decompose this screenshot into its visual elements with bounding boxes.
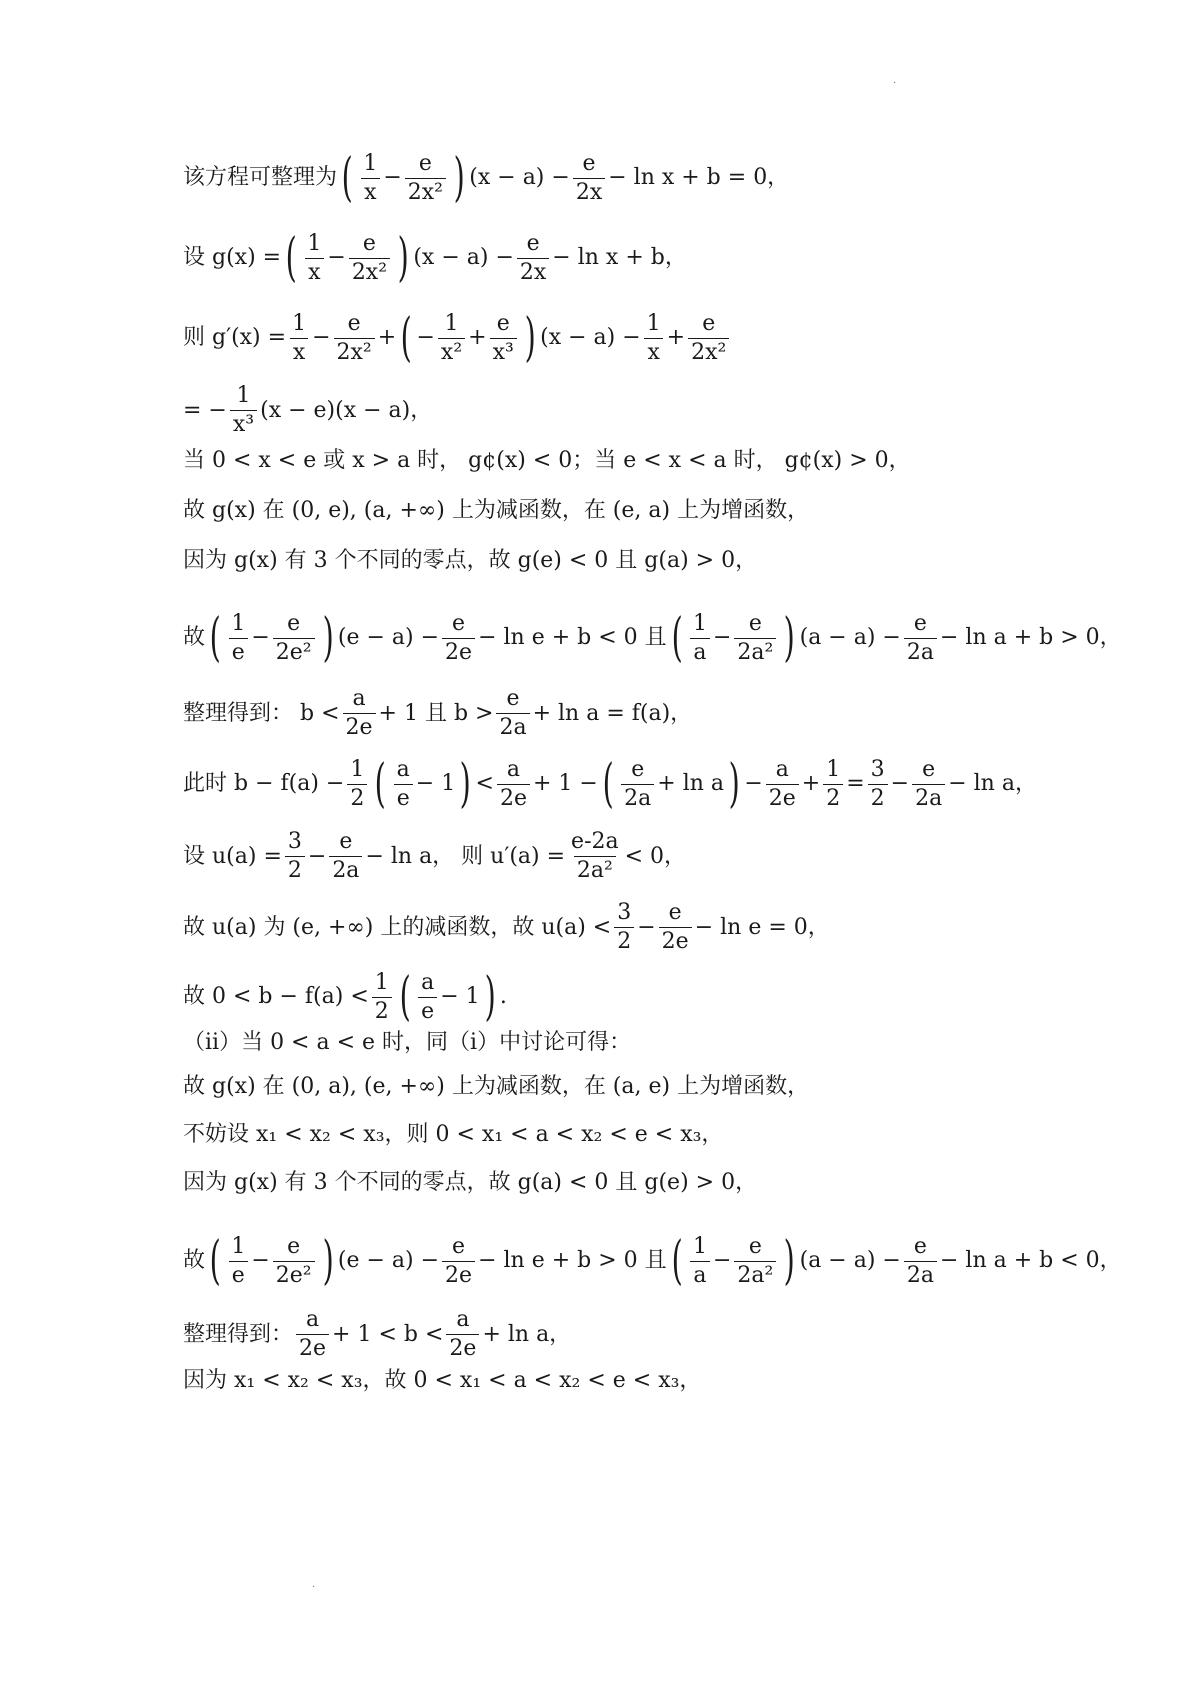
denominator: e (229, 1261, 248, 1287)
denominator: 2e (442, 638, 475, 664)
large-paren: ( (209, 608, 221, 668)
numerator: 1 (374, 969, 389, 995)
numerator: 1 (231, 610, 246, 636)
numerator: 3 (617, 900, 632, 925)
denominator: 2a² (574, 856, 616, 882)
text-run: + 1 − (532, 771, 598, 796)
fraction (442, 610, 475, 665)
numerator: e-2a (571, 829, 619, 854)
numerator: e (526, 230, 540, 256)
text-run: − (307, 843, 327, 869)
numerator: 1 (692, 610, 707, 636)
text-run: 故 (183, 1248, 206, 1273)
text-run: − (637, 914, 656, 940)
large-paren: ) (397, 228, 409, 288)
numerator: e (506, 686, 520, 711)
denominator: 2e (766, 784, 799, 810)
large-paren: ( (399, 967, 411, 1027)
numerator: 1 (307, 230, 322, 256)
text-run: − (890, 771, 910, 796)
large-paren: ( (285, 228, 297, 288)
fraction (573, 150, 605, 205)
math-line (183, 967, 507, 1027)
large-paren: ) (783, 608, 796, 668)
denominator: 2a (904, 638, 937, 664)
fraction (334, 310, 375, 365)
denominator: e (229, 638, 248, 664)
large-paren: ( (374, 754, 387, 814)
text-run: （ⅱ）当 0 < a < e 时，同（ⅰ）中讨论可得： (183, 1030, 632, 1055)
numerator: e (748, 1233, 762, 1259)
numerator: 1 (646, 310, 661, 336)
numerator: 1 (350, 756, 365, 782)
text-run: 该方程可整理为 (183, 165, 338, 190)
math-line (183, 550, 757, 572)
text-run: − ln a + b < 0， (939, 1248, 1122, 1273)
math-line (183, 450, 911, 472)
text-run: (x − a) − (413, 245, 514, 270)
fraction (496, 688, 529, 739)
denominator: e (418, 997, 437, 1023)
numerator: 1 (826, 756, 841, 782)
numerator: e (496, 310, 510, 336)
math-line (183, 500, 809, 522)
numerator: e (631, 756, 645, 782)
fraction (690, 610, 710, 665)
fraction (442, 1233, 475, 1288)
text-run: < (475, 771, 494, 796)
text-run: 故 (183, 625, 206, 650)
denominator: 2 (823, 784, 843, 810)
fraction (273, 1233, 315, 1288)
denominator: e (394, 784, 413, 810)
large-paren: ( (602, 754, 614, 814)
text-run: − ln a + b > 0， (939, 625, 1122, 650)
text-run: + (377, 325, 397, 350)
math-line (183, 148, 790, 208)
text-run: − ln x + b = 0， (608, 165, 790, 190)
text-run: (a − a) − (799, 1248, 901, 1273)
fraction (912, 756, 945, 811)
fraction (688, 310, 729, 365)
large-paren: ( (209, 1231, 221, 1291)
numerator: a (396, 756, 410, 782)
large-paren: ( (671, 608, 683, 668)
numerator: e (922, 756, 936, 782)
numerator: e (347, 310, 361, 336)
numerator: e (748, 610, 762, 636)
fraction (868, 756, 888, 811)
denominator: 2 (285, 856, 305, 882)
text-run: + 1 < b < (332, 1321, 444, 1347)
large-paren: ( (671, 1231, 683, 1291)
text-run: (e − a) − (337, 1248, 440, 1273)
numerator: e (418, 150, 432, 176)
large-paren: ) (459, 754, 471, 814)
text-run: − (712, 625, 732, 650)
text-run: 因为 g(x) 有 3 个不同的零点，故 g(e) < 0 且 g(a) > 0， (183, 548, 758, 573)
denominator: 2e (497, 784, 530, 810)
text-run: + ln a = f(a)， (532, 700, 693, 726)
fraction (766, 756, 799, 811)
denominator: x² (438, 338, 465, 364)
text-run: − ln a， (948, 771, 1037, 796)
text-run: 则 g′(x) = (183, 325, 287, 350)
numerator: e (362, 230, 376, 256)
math-line (183, 308, 732, 368)
text-run: (x − a) − (469, 165, 570, 190)
numerator: e (913, 1233, 927, 1259)
fraction (273, 610, 315, 665)
text-run: 因为 x₁ < x₂ < x₃，故 0 < x₁ < a < x₂ < e < x₃， (183, 1368, 702, 1393)
large-paren: ( (341, 148, 353, 208)
numerator: 1 (444, 310, 459, 336)
fraction (734, 610, 776, 665)
text-run: − ln e + b < 0 且 (478, 625, 667, 650)
fraction (904, 1233, 937, 1288)
numerator: e (287, 1233, 301, 1259)
numerator: 1 (692, 1233, 707, 1259)
denominator: 2 (868, 784, 888, 810)
denominator: 2a (329, 856, 362, 882)
fraction (621, 756, 654, 811)
text-run: − (251, 625, 270, 650)
denominator: x (290, 338, 308, 364)
fraction (659, 902, 692, 953)
text-run: + (468, 325, 487, 350)
text-run: 整理得到： (183, 1321, 294, 1347)
math-line (183, 385, 432, 436)
fraction (343, 688, 376, 739)
fraction (490, 310, 517, 365)
text-run: 故 u(a) 为 (e, +∞) 上的减函数，故 u(a) < (183, 914, 612, 940)
math-line (183, 831, 686, 882)
fraction (347, 756, 367, 811)
denominator: a (690, 638, 709, 664)
numerator: 3 (287, 829, 302, 854)
denominator: 2e² (273, 638, 315, 664)
numerator: 1 (236, 383, 251, 408)
denominator: 2a² (734, 638, 776, 664)
numerator: 3 (870, 756, 885, 782)
large-paren: ) (453, 148, 465, 208)
large-paren: ) (783, 1231, 796, 1291)
fraction (438, 310, 465, 365)
numerator: a (506, 756, 521, 782)
text-run: − (744, 771, 763, 796)
denominator: 2x² (688, 338, 729, 364)
denominator: 2e (343, 713, 376, 739)
denominator: a (690, 1261, 709, 1287)
numerator: a (456, 1307, 470, 1332)
fraction (517, 230, 549, 285)
fraction (372, 969, 392, 1024)
numerator: e (702, 310, 716, 336)
fraction (418, 969, 437, 1024)
numerator: e (452, 1233, 466, 1259)
text-run: − 1 (440, 984, 480, 1009)
fraction (644, 310, 664, 365)
text-run: + (801, 771, 821, 796)
text-run: − (712, 1248, 732, 1273)
large-paren: ) (728, 754, 740, 814)
fraction (904, 610, 937, 665)
denominator: x³ (490, 338, 517, 364)
scan-speck: · (312, 1582, 316, 1593)
text-run: 不妨设 x₁ < x₂ < x₃，则 0 < x₁ < a < x₂ < e < x₃， (183, 1122, 724, 1147)
numerator: e (913, 610, 927, 636)
text-run: − ln e + b > 0 且 (478, 1248, 667, 1273)
denominator: x (305, 258, 323, 284)
scan-speck: · (893, 78, 897, 89)
numerator: 1 (363, 150, 378, 176)
denominator: 2x² (405, 178, 446, 204)
math-line (183, 1370, 701, 1392)
text-run: − (251, 1248, 270, 1273)
math-line (183, 902, 830, 953)
math-line (183, 228, 687, 288)
text-run: 故 g(x) 在 (0, a), (e, +∞) 上为减函数，在 (a, e) 上为增函数， (183, 1074, 810, 1099)
math-line (183, 1124, 723, 1146)
text-run: (x − e)(x − a)， (260, 397, 433, 423)
denominator: 2e² (273, 1261, 315, 1287)
numerator: e (452, 610, 466, 636)
denominator: 2e (446, 1334, 479, 1360)
large-paren: ) (322, 608, 334, 668)
fraction (329, 831, 362, 882)
text-run: 因为 g(x) 有 3 个不同的零点，故 g(a) < 0 且 g(e) > 0， (183, 1170, 758, 1195)
fraction (394, 756, 413, 811)
numerator: a (421, 969, 435, 995)
fraction (690, 1233, 710, 1288)
fraction (360, 150, 380, 205)
text-run: = − (183, 397, 227, 423)
math-line (183, 1076, 809, 1098)
text-run: − 1 (415, 771, 456, 796)
text-run: − (312, 325, 331, 350)
fraction (228, 1233, 248, 1288)
text-run: 当 0 < x < e 或 x > a 时， g¢(x) < 0；当 e < x < a 时， g¢(x) > 0， (183, 448, 911, 473)
numerator: a (352, 686, 366, 711)
fraction (285, 831, 305, 882)
text-run: − (327, 245, 346, 270)
numerator: 1 (231, 1233, 246, 1259)
text-run: (a − a) − (799, 625, 901, 650)
fraction (568, 831, 622, 882)
numerator: a (775, 756, 789, 782)
numerator: 1 (292, 310, 307, 336)
numerator: e (339, 829, 353, 854)
text-run: − ln a， 则 u′(a) = (365, 843, 566, 869)
text-run: 整理得到： b < (183, 700, 340, 726)
large-paren: ) (322, 1231, 334, 1291)
math-line (183, 1032, 631, 1054)
fraction (614, 902, 634, 953)
math-line (183, 1309, 571, 1360)
denominator: 2a (904, 1261, 937, 1287)
fraction (289, 310, 309, 365)
text-run: 此时 b − f(a) − (183, 771, 345, 796)
text-run: − (416, 325, 435, 350)
denominator: 2 (347, 784, 367, 810)
large-paren: ) (484, 967, 496, 1027)
text-run: (e − a) − (337, 625, 440, 650)
text-run: + ln a， (482, 1321, 572, 1347)
denominator: 2e (442, 1261, 475, 1287)
denominator: x³ (230, 410, 257, 436)
numerator: e (582, 150, 596, 176)
fraction (349, 230, 390, 285)
denominator: x (644, 338, 662, 364)
text-run: − ln e = 0， (694, 914, 830, 940)
text-run: 故 0 < b − f(a) < (183, 984, 369, 1009)
fraction (446, 1309, 479, 1360)
denominator: 2x (517, 258, 549, 284)
math-line (183, 1231, 1122, 1291)
denominator: 2a (621, 784, 654, 810)
denominator: 2e (659, 927, 692, 953)
fraction (230, 385, 257, 436)
text-run: 设 u(a) = (183, 843, 282, 869)
large-paren: ( (400, 308, 412, 368)
fraction (304, 230, 324, 285)
math-line (183, 688, 692, 739)
text-run: (x − a) − (540, 325, 641, 350)
text-run: 故 g(x) 在 (0, e), (a, +∞) 上为减函数，在 (e, a) 上为增函数， (183, 498, 810, 523)
text-run: 设 g(x) = (183, 245, 282, 270)
numerator: e (287, 610, 301, 636)
numerator: e (668, 900, 682, 925)
text-run: < 0， (624, 843, 687, 869)
large-paren: ) (524, 308, 536, 368)
denominator: 2x (573, 178, 605, 204)
math-line (183, 1172, 757, 1194)
fraction (497, 756, 530, 811)
math-line (183, 754, 1037, 814)
fraction (228, 610, 248, 665)
text-run: + 1 且 b > (378, 700, 494, 726)
text-run: = (846, 771, 865, 796)
text-run: − (383, 165, 402, 190)
fraction (734, 1233, 776, 1288)
denominator: 2x² (334, 338, 375, 364)
denominator: 2a² (734, 1261, 776, 1287)
fraction (405, 150, 446, 205)
numerator: a (305, 1307, 320, 1332)
denominator: 2 (372, 997, 392, 1023)
denominator: 2e (296, 1334, 329, 1360)
denominator: x (361, 178, 379, 204)
text-run: − ln x + b， (552, 245, 687, 270)
denominator: 2a (912, 784, 945, 810)
text-run: + (666, 325, 686, 350)
text-run: . (499, 984, 507, 1009)
math-line (183, 608, 1122, 668)
fraction (296, 1309, 329, 1360)
denominator: 2 (614, 927, 634, 953)
fraction (823, 756, 843, 811)
denominator: 2a (496, 713, 529, 739)
text-run: + ln a (657, 771, 725, 796)
denominator: 2x² (349, 258, 390, 284)
